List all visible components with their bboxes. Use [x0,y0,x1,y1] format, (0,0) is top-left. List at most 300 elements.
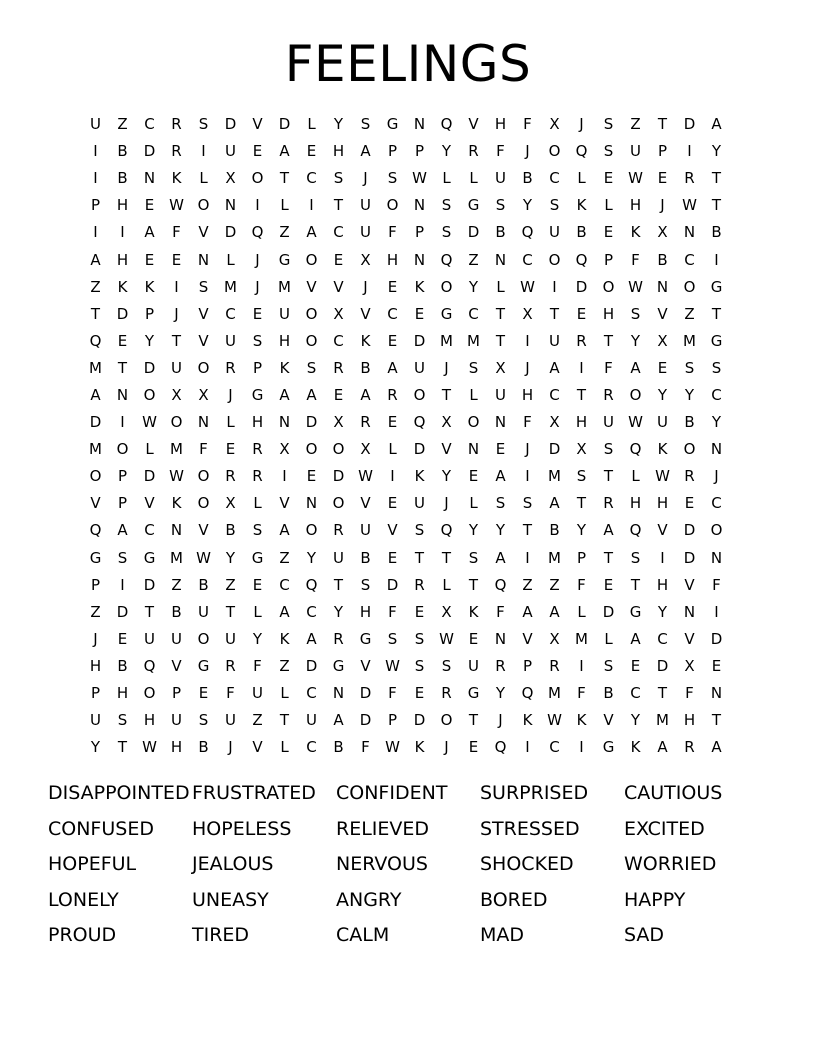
grid-letter[interactable]: U [495,385,506,404]
grid-letter[interactable]: V [441,440,452,459]
grid-letter[interactable]: F [496,142,505,161]
grid-letter[interactable]: R [603,385,614,404]
grid-letter[interactable]: E [468,467,479,486]
grid-letter[interactable]: R [387,385,398,404]
grid-letter[interactable]: G [89,548,102,567]
grid-letter[interactable]: X [657,223,668,242]
grid-letter[interactable]: K [630,223,641,242]
grid-letter[interactable]: T [414,548,425,567]
grid-letter[interactable]: T [225,602,236,621]
grid-letter[interactable]: P [603,250,614,269]
grid-letter[interactable]: V [144,494,155,513]
grid-letter[interactable]: Y [90,738,101,757]
grid-letter[interactable]: U [495,169,506,188]
grid-letter[interactable]: R [603,494,614,513]
grid-letter[interactable]: H [332,142,345,161]
grid-letter[interactable]: O [332,494,345,513]
grid-letter[interactable]: N [197,413,210,432]
grid-letter[interactable]: S [603,142,614,161]
grid-letter[interactable]: E [117,331,128,350]
grid-letter[interactable]: M [548,467,561,486]
grid-letter[interactable]: W [385,656,400,675]
grid-letter[interactable]: Z [522,575,533,594]
grid-letter[interactable]: S [414,629,425,648]
grid-letter[interactable]: W [169,467,184,486]
grid-letter[interactable]: J [93,629,98,648]
grid-letter[interactable]: Q [251,223,264,242]
grid-letter[interactable]: U [144,629,155,648]
grid-letter[interactable]: T [711,196,722,215]
grid-letter[interactable]: W [439,629,454,648]
grid-letter[interactable]: Q [305,575,318,594]
grid-letter[interactable]: O [251,169,264,188]
grid-letter[interactable]: D [467,223,480,242]
grid-letter[interactable]: T [630,575,641,594]
grid-letter[interactable]: W [196,548,211,567]
grid-letter[interactable]: D [413,440,426,459]
grid-letter[interactable]: H [116,196,129,215]
grid-letter[interactable]: N [305,494,318,513]
grid-letter[interactable]: X [333,304,344,323]
grid-letter[interactable]: T [117,738,128,757]
grid-letter[interactable]: V [252,115,263,134]
grid-letter[interactable]: D [116,602,129,621]
grid-letter[interactable]: Q [575,142,588,161]
grid-letter[interactable]: K [279,629,290,648]
grid-letter[interactable]: T [711,304,722,323]
grid-letter[interactable]: Y [684,385,695,404]
grid-letter[interactable]: Z [468,250,479,269]
grid-letter[interactable]: F [388,223,397,242]
grid-letter[interactable]: M [170,548,183,567]
grid-letter[interactable]: R [252,467,263,486]
grid-letter[interactable]: M [440,331,453,350]
grid-letter[interactable]: U [225,331,236,350]
grid-letter[interactable]: E [414,304,425,323]
grid-letter[interactable]: P [90,684,101,703]
grid-letter[interactable]: V [360,304,371,323]
grid-letter[interactable]: X [198,385,209,404]
grid-letter[interactable]: P [171,684,182,703]
grid-letter[interactable]: O [305,331,318,350]
grid-letter[interactable]: R [225,467,236,486]
grid-letter[interactable]: L [442,575,451,594]
grid-letter[interactable]: X [441,413,452,432]
grid-letter[interactable]: F [523,115,532,134]
grid-letter[interactable]: D [224,115,237,134]
grid-letter[interactable]: I [390,467,395,486]
grid-letter[interactable]: K [117,277,128,296]
grid-letter[interactable]: U [549,223,560,242]
grid-letter[interactable]: D [359,711,372,730]
grid-letter[interactable]: G [467,196,480,215]
grid-letter[interactable]: G [710,331,723,350]
grid-letter[interactable]: Y [441,467,452,486]
grid-letter[interactable]: G [629,602,642,621]
grid-letter[interactable]: D [602,602,615,621]
grid-letter[interactable]: N [170,521,183,540]
grid-letter[interactable]: V [198,331,209,350]
grid-letter[interactable]: N [710,440,723,459]
grid-letter[interactable]: S [252,331,263,350]
grid-letter[interactable]: N [683,223,696,242]
grid-letter[interactable]: X [171,385,182,404]
grid-letter[interactable]: M [575,629,588,648]
grid-letter[interactable]: B [657,250,668,269]
grid-letter[interactable]: Q [575,250,588,269]
grid-letter[interactable]: E [252,142,263,161]
grid-letter[interactable]: B [333,738,344,757]
grid-letter[interactable]: I [525,738,530,757]
grid-letter[interactable]: A [90,385,101,404]
grid-letter[interactable]: H [386,250,399,269]
grid-letter[interactable]: T [657,115,668,134]
grid-letter[interactable]: M [467,331,480,350]
grid-letter[interactable]: L [253,602,262,621]
grid-letter[interactable]: P [414,142,425,161]
grid-letter[interactable]: D [413,331,426,350]
grid-letter[interactable]: D [710,629,723,648]
grid-letter[interactable]: E [630,656,641,675]
grid-letter[interactable]: M [278,277,291,296]
grid-letter[interactable]: U [657,413,668,432]
grid-letter[interactable]: K [522,711,533,730]
grid-letter[interactable]: P [117,467,128,486]
grid-letter[interactable]: B [360,358,371,377]
grid-letter[interactable]: A [306,223,317,242]
grid-letter[interactable]: P [387,711,398,730]
grid-letter[interactable]: A [306,385,317,404]
grid-letter[interactable]: G [332,656,345,675]
grid-letter[interactable]: V [522,629,533,648]
grid-letter[interactable]: L [469,169,478,188]
grid-letter[interactable]: L [577,602,586,621]
grid-letter[interactable]: E [387,331,398,350]
grid-letter[interactable]: E [468,738,479,757]
grid-letter[interactable]: S [630,548,641,567]
grid-letter[interactable]: O [197,467,210,486]
grid-letter[interactable]: N [332,684,345,703]
grid-letter[interactable]: N [710,548,723,567]
grid-letter[interactable]: W [628,169,643,188]
grid-letter[interactable]: T [117,358,128,377]
grid-letter[interactable]: J [228,385,233,404]
grid-letter[interactable]: Q [629,440,642,459]
grid-letter[interactable]: E [252,304,263,323]
grid-letter[interactable]: D [143,467,156,486]
grid-letter[interactable]: R [360,413,371,432]
grid-letter[interactable]: W [520,277,535,296]
grid-letter[interactable]: Z [279,223,290,242]
grid-letter[interactable]: R [684,738,695,757]
grid-letter[interactable]: Z [252,711,263,730]
grid-letter[interactable]: I [255,196,260,215]
grid-letter[interactable]: H [629,494,642,513]
grid-letter[interactable]: S [198,277,209,296]
grid-letter[interactable]: W [628,277,643,296]
grid-letter[interactable]: Y [657,385,668,404]
grid-letter[interactable]: A [279,385,290,404]
grid-letter[interactable]: L [280,196,289,215]
grid-letter[interactable]: I [525,467,530,486]
grid-letter[interactable]: F [712,575,721,594]
grid-letter[interactable]: E [414,684,425,703]
grid-letter[interactable]: Q [440,250,453,269]
grid-letter[interactable]: X [225,169,236,188]
grid-letter[interactable]: X [549,115,560,134]
grid-letter[interactable]: R [441,684,452,703]
grid-letter[interactable]: T [495,304,506,323]
grid-letter[interactable]: F [496,602,505,621]
grid-letter[interactable]: I [525,548,530,567]
grid-letter[interactable]: A [90,250,101,269]
grid-letter[interactable]: D [143,358,156,377]
grid-letter[interactable]: R [333,358,344,377]
grid-letter[interactable]: D [413,711,426,730]
grid-letter[interactable]: I [687,142,692,161]
grid-letter[interactable]: O [683,277,696,296]
grid-letter[interactable]: F [172,223,181,242]
grid-letter[interactable]: O [467,413,480,432]
grid-letter[interactable]: A [279,521,290,540]
grid-letter[interactable]: Z [225,575,236,594]
grid-letter[interactable]: S [630,304,641,323]
grid-letter[interactable]: F [226,684,235,703]
grid-letter[interactable]: C [711,494,722,513]
grid-letter[interactable]: T [441,548,452,567]
grid-letter[interactable]: C [549,385,560,404]
grid-letter[interactable]: W [169,196,184,215]
grid-letter[interactable]: C [387,304,398,323]
grid-letter[interactable]: A [333,711,344,730]
grid-letter[interactable]: X [360,250,371,269]
grid-letter[interactable]: N [494,250,507,269]
grid-letter[interactable]: D [332,467,345,486]
grid-letter[interactable]: X [549,413,560,432]
grid-letter[interactable]: Q [440,521,453,540]
grid-letter[interactable]: Y [441,142,452,161]
grid-letter[interactable]: C [333,223,344,242]
grid-letter[interactable]: I [93,142,98,161]
grid-letter[interactable]: F [388,602,397,621]
grid-letter[interactable]: U [630,142,641,161]
grid-letter[interactable]: S [603,656,614,675]
grid-letter[interactable]: K [144,277,155,296]
grid-letter[interactable]: G [197,656,210,675]
grid-letter[interactable]: Z [549,575,560,594]
grid-letter[interactable]: S [522,494,533,513]
grid-letter[interactable]: B [576,223,587,242]
grid-letter[interactable]: H [116,684,129,703]
grid-letter[interactable]: N [467,440,480,459]
grid-letter[interactable]: S [603,115,614,134]
grid-letter[interactable]: K [468,602,479,621]
grid-letter[interactable]: B [360,548,371,567]
grid-letter[interactable]: H [251,413,264,432]
grid-letter[interactable]: F [199,440,208,459]
grid-letter[interactable]: T [495,331,506,350]
grid-letter[interactable]: F [253,656,262,675]
grid-letter[interactable]: B [495,223,506,242]
grid-letter[interactable]: X [360,440,371,459]
grid-letter[interactable]: C [549,738,560,757]
grid-letter[interactable]: U [225,142,236,161]
grid-letter[interactable]: B [684,413,695,432]
grid-letter[interactable]: I [579,358,584,377]
grid-letter[interactable]: Y [333,602,344,621]
grid-letter[interactable]: O [305,440,318,459]
grid-letter[interactable]: B [117,656,128,675]
grid-letter[interactable]: V [387,521,398,540]
grid-letter[interactable]: K [576,196,587,215]
grid-letter[interactable]: E [684,494,695,513]
grid-letter[interactable]: S [252,521,263,540]
grid-letter[interactable]: L [388,440,397,459]
grid-letter[interactable]: X [549,629,560,648]
grid-letter[interactable]: R [549,656,560,675]
grid-letter[interactable]: I [579,738,584,757]
grid-letter[interactable]: H [116,250,129,269]
grid-letter[interactable]: P [144,304,155,323]
grid-letter[interactable]: C [711,385,722,404]
grid-letter[interactable]: S [576,467,587,486]
grid-letter[interactable]: R [171,142,182,161]
grid-letter[interactable]: B [171,602,182,621]
grid-letter[interactable]: D [575,277,588,296]
grid-letter[interactable]: V [90,494,101,513]
grid-letter[interactable]: J [660,196,665,215]
grid-letter[interactable]: F [361,738,370,757]
grid-letter[interactable]: T [576,385,587,404]
grid-letter[interactable]: L [226,413,235,432]
grid-letter[interactable]: F [685,684,694,703]
grid-letter[interactable]: S [117,711,128,730]
grid-letter[interactable]: G [251,548,264,567]
grid-letter[interactable]: R [495,656,506,675]
grid-letter[interactable]: I [660,548,665,567]
grid-letter[interactable]: I [552,277,557,296]
grid-letter[interactable]: V [306,277,317,296]
grid-letter[interactable]: D [143,142,156,161]
grid-letter[interactable]: S [306,358,317,377]
grid-letter[interactable]: J [255,277,260,296]
grid-letter[interactable]: N [278,413,291,432]
grid-letter[interactable]: U [90,115,101,134]
grid-letter[interactable]: D [89,413,102,432]
grid-letter[interactable]: O [629,385,642,404]
grid-letter[interactable]: N [656,277,669,296]
grid-letter[interactable]: N [413,250,426,269]
grid-letter[interactable]: S [468,548,479,567]
grid-letter[interactable]: P [90,196,101,215]
grid-letter[interactable]: T [279,711,290,730]
grid-letter[interactable]: M [89,358,102,377]
grid-letter[interactable]: I [525,331,530,350]
grid-letter[interactable]: L [577,169,586,188]
grid-letter[interactable]: E [306,142,317,161]
grid-letter[interactable]: N [116,385,129,404]
grid-letter[interactable]: E [198,684,209,703]
grid-letter[interactable]: U [225,629,236,648]
grid-letter[interactable]: A [387,358,398,377]
grid-letter[interactable]: T [522,521,533,540]
grid-letter[interactable]: G [602,738,615,757]
grid-letter[interactable]: O [548,250,561,269]
grid-letter[interactable]: O [413,385,426,404]
grid-letter[interactable]: V [252,738,263,757]
grid-letter[interactable]: S [711,358,722,377]
grid-letter[interactable]: R [252,440,263,459]
grid-letter[interactable]: W [628,413,643,432]
grid-letter[interactable]: K [171,169,182,188]
grid-letter[interactable]: X [522,304,533,323]
grid-letter[interactable]: T [171,331,182,350]
grid-letter[interactable]: E [306,467,317,486]
grid-letter[interactable]: R [225,656,236,675]
grid-letter[interactable]: M [683,331,696,350]
grid-letter[interactable]: L [604,196,613,215]
grid-letter[interactable]: D [656,656,669,675]
grid-letter[interactable]: I [201,142,206,161]
grid-letter[interactable]: O [305,521,318,540]
grid-letter[interactable]: A [495,467,506,486]
grid-letter[interactable]: Z [171,575,182,594]
grid-letter[interactable]: X [279,440,290,459]
grid-letter[interactable]: C [306,169,317,188]
grid-letter[interactable]: R [171,115,182,134]
grid-letter[interactable]: Z [90,277,101,296]
grid-letter[interactable]: J [444,358,449,377]
grid-letter[interactable]: O [683,440,696,459]
grid-letter[interactable]: R [468,142,479,161]
grid-letter[interactable]: L [226,250,235,269]
grid-letter[interactable]: J [525,142,530,161]
grid-letter[interactable]: P [90,575,101,594]
grid-letter[interactable]: E [468,629,479,648]
grid-letter[interactable]: D [116,304,129,323]
grid-letter[interactable]: A [603,521,614,540]
grid-letter[interactable]: D [386,575,399,594]
grid-letter[interactable]: Q [494,738,507,757]
grid-letter[interactable]: U [306,711,317,730]
grid-letter[interactable]: P [252,358,263,377]
grid-letter[interactable]: B [117,142,128,161]
grid-letter[interactable]: W [655,467,670,486]
grid-letter[interactable]: C [279,575,290,594]
grid-letter[interactable]: E [117,629,128,648]
grid-letter[interactable]: P [657,142,668,161]
grid-letter[interactable]: T [333,575,344,594]
grid-letter[interactable]: D [278,115,291,134]
grid-letter[interactable]: R [684,467,695,486]
grid-letter[interactable]: U [279,304,290,323]
grid-letter[interactable]: C [522,250,533,269]
grid-letter[interactable]: U [468,656,479,675]
grid-letter[interactable]: L [631,467,640,486]
grid-letter[interactable]: E [252,575,263,594]
grid-letter[interactable]: N [197,250,210,269]
grid-letter[interactable]: A [117,521,128,540]
grid-letter[interactable]: O [386,196,399,215]
grid-letter[interactable]: A [711,115,722,134]
grid-letter[interactable]: I [93,169,98,188]
grid-letter[interactable]: L [280,684,289,703]
grid-letter[interactable]: E [387,548,398,567]
grid-letter[interactable]: X [441,602,452,621]
grid-letter[interactable]: T [90,304,101,323]
grid-letter[interactable]: W [142,413,157,432]
grid-letter[interactable]: O [197,629,210,648]
